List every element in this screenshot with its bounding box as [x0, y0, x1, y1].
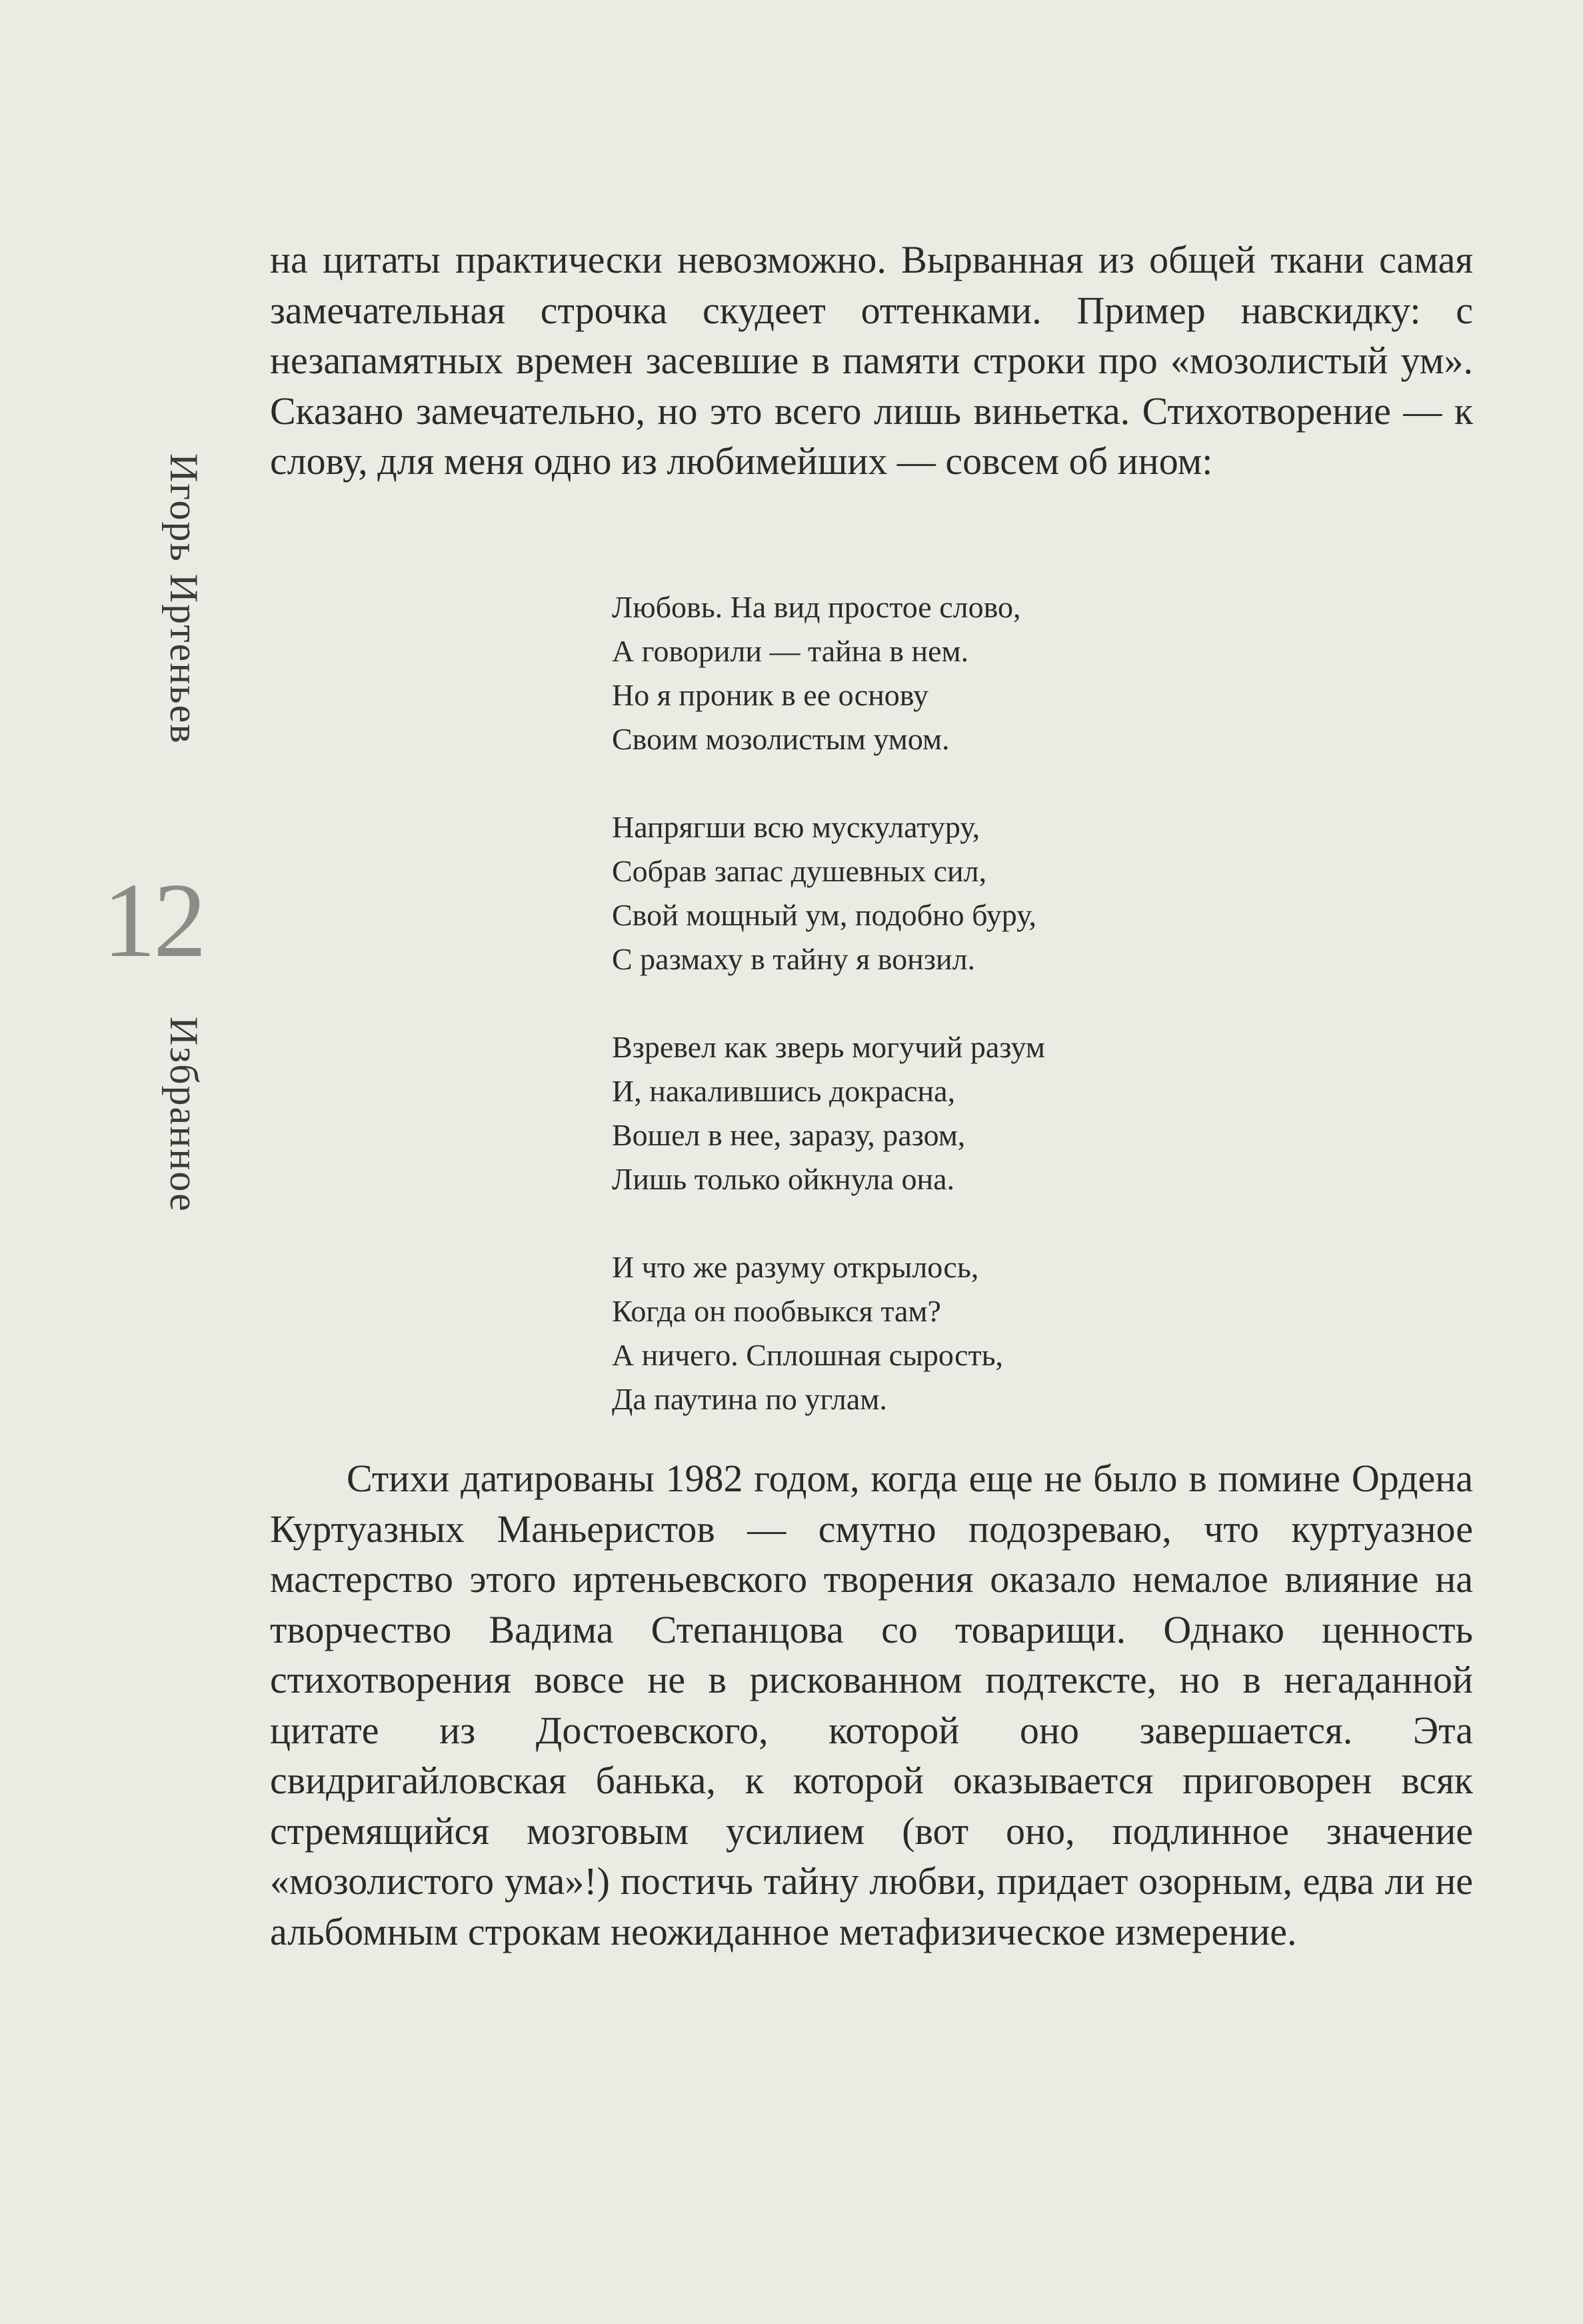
poem-line: Любовь. На вид простое слово,	[612, 590, 1021, 624]
poem-line: Свой мощный ум, подобно буру,	[612, 898, 1037, 932]
running-header-author	[162, 453, 215, 840]
poem-line: А говорили — тайна в нем.	[612, 634, 969, 668]
poem-stanza	[612, 585, 1412, 761]
poem-line: Вошел в нее, заразу, разом,	[612, 1118, 966, 1152]
poem-stanza	[612, 1025, 1412, 1201]
poem-stanza	[612, 1245, 1412, 1421]
body-paragraph-1: на цитаты практически невозможно. Вырванная из общей ткани самая замечательная строчка скудеет оттенками. Пример навскидку: с незапамятных времен засевшие в памяти строки про «мозолистый ум». Сказано замечательно, но это всего лишь виньетка. Стихотворение — к слову, для меня одно из любимейших — совсем об ином:	[270, 238, 1473, 483]
poem	[612, 585, 1412, 1421]
page-number: 12	[103, 861, 204, 979]
poem-stanza	[612, 805, 1412, 981]
poem-line: И что же разуму открылось,	[612, 1250, 979, 1284]
poem-line: Напрягши всю мускулатуру,	[612, 810, 980, 844]
poem-line: Но я проник в ее основу	[612, 678, 928, 712]
poem-line: И, накалившись докрасна,	[612, 1074, 956, 1108]
poem-line: Взревел как зверь могучий разум	[612, 1030, 1045, 1064]
poem-line: Лишь только ойкнула она.	[612, 1162, 955, 1196]
poem-line: Да паутина по углам.	[612, 1382, 887, 1416]
poem-line: Собрав запас душевных сил,	[612, 854, 987, 888]
poem-line: С размаху в тайну я вонзил.	[612, 942, 976, 976]
poem-line: А ничего. Сплошная сырость,	[612, 1338, 1004, 1372]
running-header-title	[162, 1017, 215, 1297]
body-paragraph-2: Стихи датированы 1982 годом, когда еще не было в помине Ордена Куртуазных Маньеристов — смутно подозреваю, что куртуазное мастерство этого иртеньевского творения оказало немалое влияние на творчество Вадима Степанцова со товарищи. Однако ценность стихотворения вовсе не в рискованном подтексте, но в негаданной цитате из Достоевского, которой оно завершается. Эта свидригайловская банька, к которой оказывается приговорен всяк стремящийся мозговым усилием (вот оно, подлинное значение «мозолистого ума»!) постичь тайну любви, придает озорным, едва ли не альбомным строкам неожиданное метафизическое измерение.	[270, 1457, 1473, 1953]
running-header-author-text: Игорь Иртеньев	[162, 453, 206, 745]
poem-line: Когда он пообвыкся там?	[612, 1294, 941, 1328]
running-header-title-text: Избранное	[162, 1017, 206, 1213]
poem-line: Своим мозолистым умом.	[612, 722, 950, 756]
